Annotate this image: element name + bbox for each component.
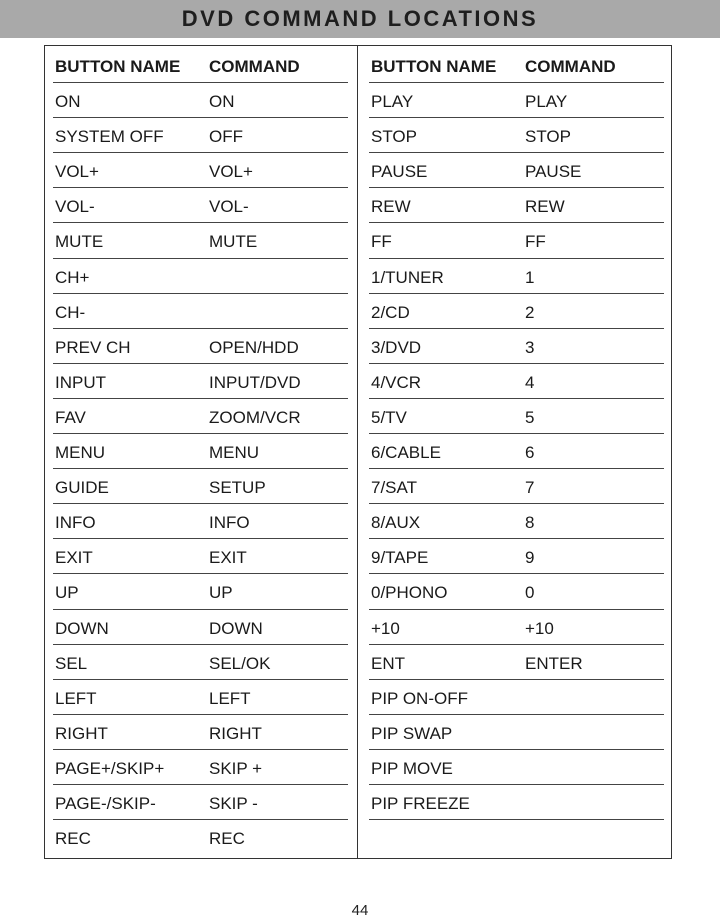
- command-cell: SETUP: [209, 478, 266, 498]
- table-row: [53, 223, 348, 258]
- button-name-cell: VOL+: [55, 162, 99, 182]
- table-row: [369, 434, 664, 469]
- command-cell: VOL-: [209, 197, 249, 217]
- button-name-cell: 4/VCR: [371, 372, 422, 392]
- header-command: COMMAND: [525, 57, 616, 76]
- table-row: [53, 539, 348, 574]
- header-command: COMMAND: [209, 57, 300, 76]
- button-name-cell: VOL-: [55, 197, 95, 217]
- table-row: [53, 785, 348, 820]
- table-row: [53, 434, 348, 469]
- command-cell: 0: [525, 583, 535, 603]
- command-cell: MENU: [209, 443, 260, 463]
- button-name-cell: 9/TAPE: [371, 548, 429, 568]
- command-cell: DOWN: [209, 618, 263, 638]
- page-number: 44: [351, 902, 369, 919]
- command-cell: REC: [209, 829, 245, 849]
- button-name-cell: STOP: [371, 127, 417, 147]
- button-name-cell: 1/TUNER: [371, 267, 444, 287]
- command-cell: OFF: [209, 127, 243, 147]
- table-row: [53, 153, 348, 188]
- button-name-cell: +10: [371, 618, 400, 638]
- table-row: [53, 610, 348, 645]
- button-name-cell: DOWN: [55, 618, 109, 638]
- button-name-cell: PIP FREEZE: [371, 793, 470, 813]
- command-cell: 3: [525, 337, 535, 357]
- command-cell: 5: [525, 407, 535, 427]
- table-row: [369, 223, 664, 258]
- right-header-row: [369, 48, 664, 83]
- command-cell: 2: [525, 302, 535, 322]
- table-row: [369, 153, 664, 188]
- table-row: [369, 399, 664, 434]
- command-cell: OPEN/HDD: [209, 337, 299, 357]
- table-row: [369, 785, 664, 820]
- button-name-cell: CH+: [55, 267, 90, 287]
- button-name-cell: MENU: [55, 443, 106, 463]
- command-cell: SEL/OK: [209, 653, 271, 673]
- table-row: [53, 399, 348, 434]
- command-cell: ZOOM/VCR: [209, 407, 301, 427]
- button-name-cell: ENT: [371, 653, 405, 673]
- button-name-cell: LEFT: [55, 688, 97, 708]
- command-cell: ENTER: [525, 653, 583, 673]
- table-row: [369, 539, 664, 574]
- command-cell: FF: [525, 232, 546, 252]
- table-row: [53, 574, 348, 609]
- column-divider: [357, 45, 358, 859]
- button-name-cell: PAUSE: [371, 162, 428, 182]
- button-name-cell: 5/TV: [371, 407, 407, 427]
- command-cell: EXIT: [209, 548, 247, 568]
- button-name-cell: EXIT: [55, 548, 93, 568]
- command-cell: RIGHT: [209, 723, 262, 743]
- button-name-cell: SEL: [55, 653, 88, 673]
- button-name-cell: INPUT: [55, 372, 106, 392]
- title-bar: [0, 0, 720, 38]
- button-name-cell: INFO: [55, 513, 96, 533]
- header-button-name: BUTTON NAME: [371, 57, 497, 76]
- table-row: [53, 680, 348, 715]
- command-cell: SKIP -: [209, 793, 258, 813]
- button-name-cell: SYSTEM OFF: [55, 127, 164, 147]
- button-name-cell: 0/PHONO: [371, 583, 448, 603]
- table-row: [53, 259, 348, 294]
- command-cell: PAUSE: [525, 162, 582, 182]
- table-row: [369, 680, 664, 715]
- table-row: [53, 294, 348, 329]
- table-row: [53, 118, 348, 153]
- table-row: [53, 329, 348, 364]
- right-column: [369, 48, 664, 855]
- table-row: [53, 750, 348, 785]
- left-header-row: [53, 48, 348, 83]
- table-row: [369, 715, 664, 750]
- table-row: [369, 364, 664, 399]
- command-cell: STOP: [525, 127, 571, 147]
- table-row: [53, 188, 348, 223]
- button-name-cell: PIP ON-OFF: [371, 688, 468, 708]
- table-row: [369, 294, 664, 329]
- command-cell: +10: [525, 618, 554, 638]
- table-row: [369, 469, 664, 504]
- command-cell: 7: [525, 478, 535, 498]
- table-row: [369, 574, 664, 609]
- table-row: [53, 504, 348, 539]
- command-cell: MUTE: [209, 232, 258, 252]
- table-row: [369, 820, 664, 855]
- command-cell: ON: [209, 92, 235, 112]
- command-cell: REW: [525, 197, 565, 217]
- button-name-cell: ON: [55, 92, 81, 112]
- command-cell: 1: [525, 267, 535, 287]
- table-row: [369, 610, 664, 645]
- table-row: [369, 504, 664, 539]
- table-row: [369, 118, 664, 153]
- table-row: [369, 329, 664, 364]
- button-name-cell: PIP SWAP: [371, 723, 453, 743]
- button-name-cell: PAGE+/SKIP+: [55, 758, 165, 778]
- button-name-cell: FF: [371, 232, 392, 252]
- button-name-cell: PIP MOVE: [371, 758, 453, 778]
- command-cell: SKIP +: [209, 758, 263, 778]
- button-name-cell: 8/AUX: [371, 513, 421, 533]
- button-name-cell: GUIDE: [55, 478, 109, 498]
- table-row: [53, 469, 348, 504]
- table-row: [53, 820, 348, 855]
- table-row: [369, 83, 664, 118]
- button-name-cell: PREV CH: [55, 337, 131, 357]
- button-name-cell: 7/SAT: [371, 478, 417, 498]
- button-name-cell: MUTE: [55, 232, 104, 252]
- command-cell: LEFT: [209, 688, 251, 708]
- command-cell: 4: [525, 372, 535, 392]
- button-name-cell: REW: [371, 197, 411, 217]
- command-cell: 6: [525, 443, 535, 463]
- table-row: [53, 715, 348, 750]
- header-button-name: BUTTON NAME: [55, 57, 181, 76]
- command-cell: 9: [525, 548, 535, 568]
- command-cell: 8: [525, 513, 535, 533]
- command-cell: INFO: [209, 513, 250, 533]
- button-name-cell: UP: [55, 583, 79, 603]
- button-name-cell: PAGE-/SKIP-: [55, 793, 156, 813]
- table-row: [53, 83, 348, 118]
- left-column: [53, 48, 348, 855]
- button-name-cell: REC: [55, 829, 91, 849]
- table-row: [53, 364, 348, 399]
- button-name-cell: 2/CD: [371, 302, 410, 322]
- button-name-cell: 3/DVD: [371, 337, 422, 357]
- page-title: DVD COMMAND LOCATIONS: [181, 6, 539, 31]
- table-row: [369, 259, 664, 294]
- button-name-cell: PLAY: [371, 92, 414, 112]
- button-name-cell: FAV: [55, 407, 86, 427]
- button-name-cell: 6/CABLE: [371, 443, 441, 463]
- table-row: [369, 645, 664, 680]
- command-cell: UP: [209, 583, 233, 603]
- command-cell: PLAY: [525, 92, 568, 112]
- table-row: [369, 188, 664, 223]
- command-cell: VOL+: [209, 162, 253, 182]
- table-row: [53, 645, 348, 680]
- table-row: [369, 750, 664, 785]
- button-name-cell: RIGHT: [55, 723, 108, 743]
- button-name-cell: CH-: [55, 302, 86, 322]
- command-cell: INPUT/DVD: [209, 372, 301, 392]
